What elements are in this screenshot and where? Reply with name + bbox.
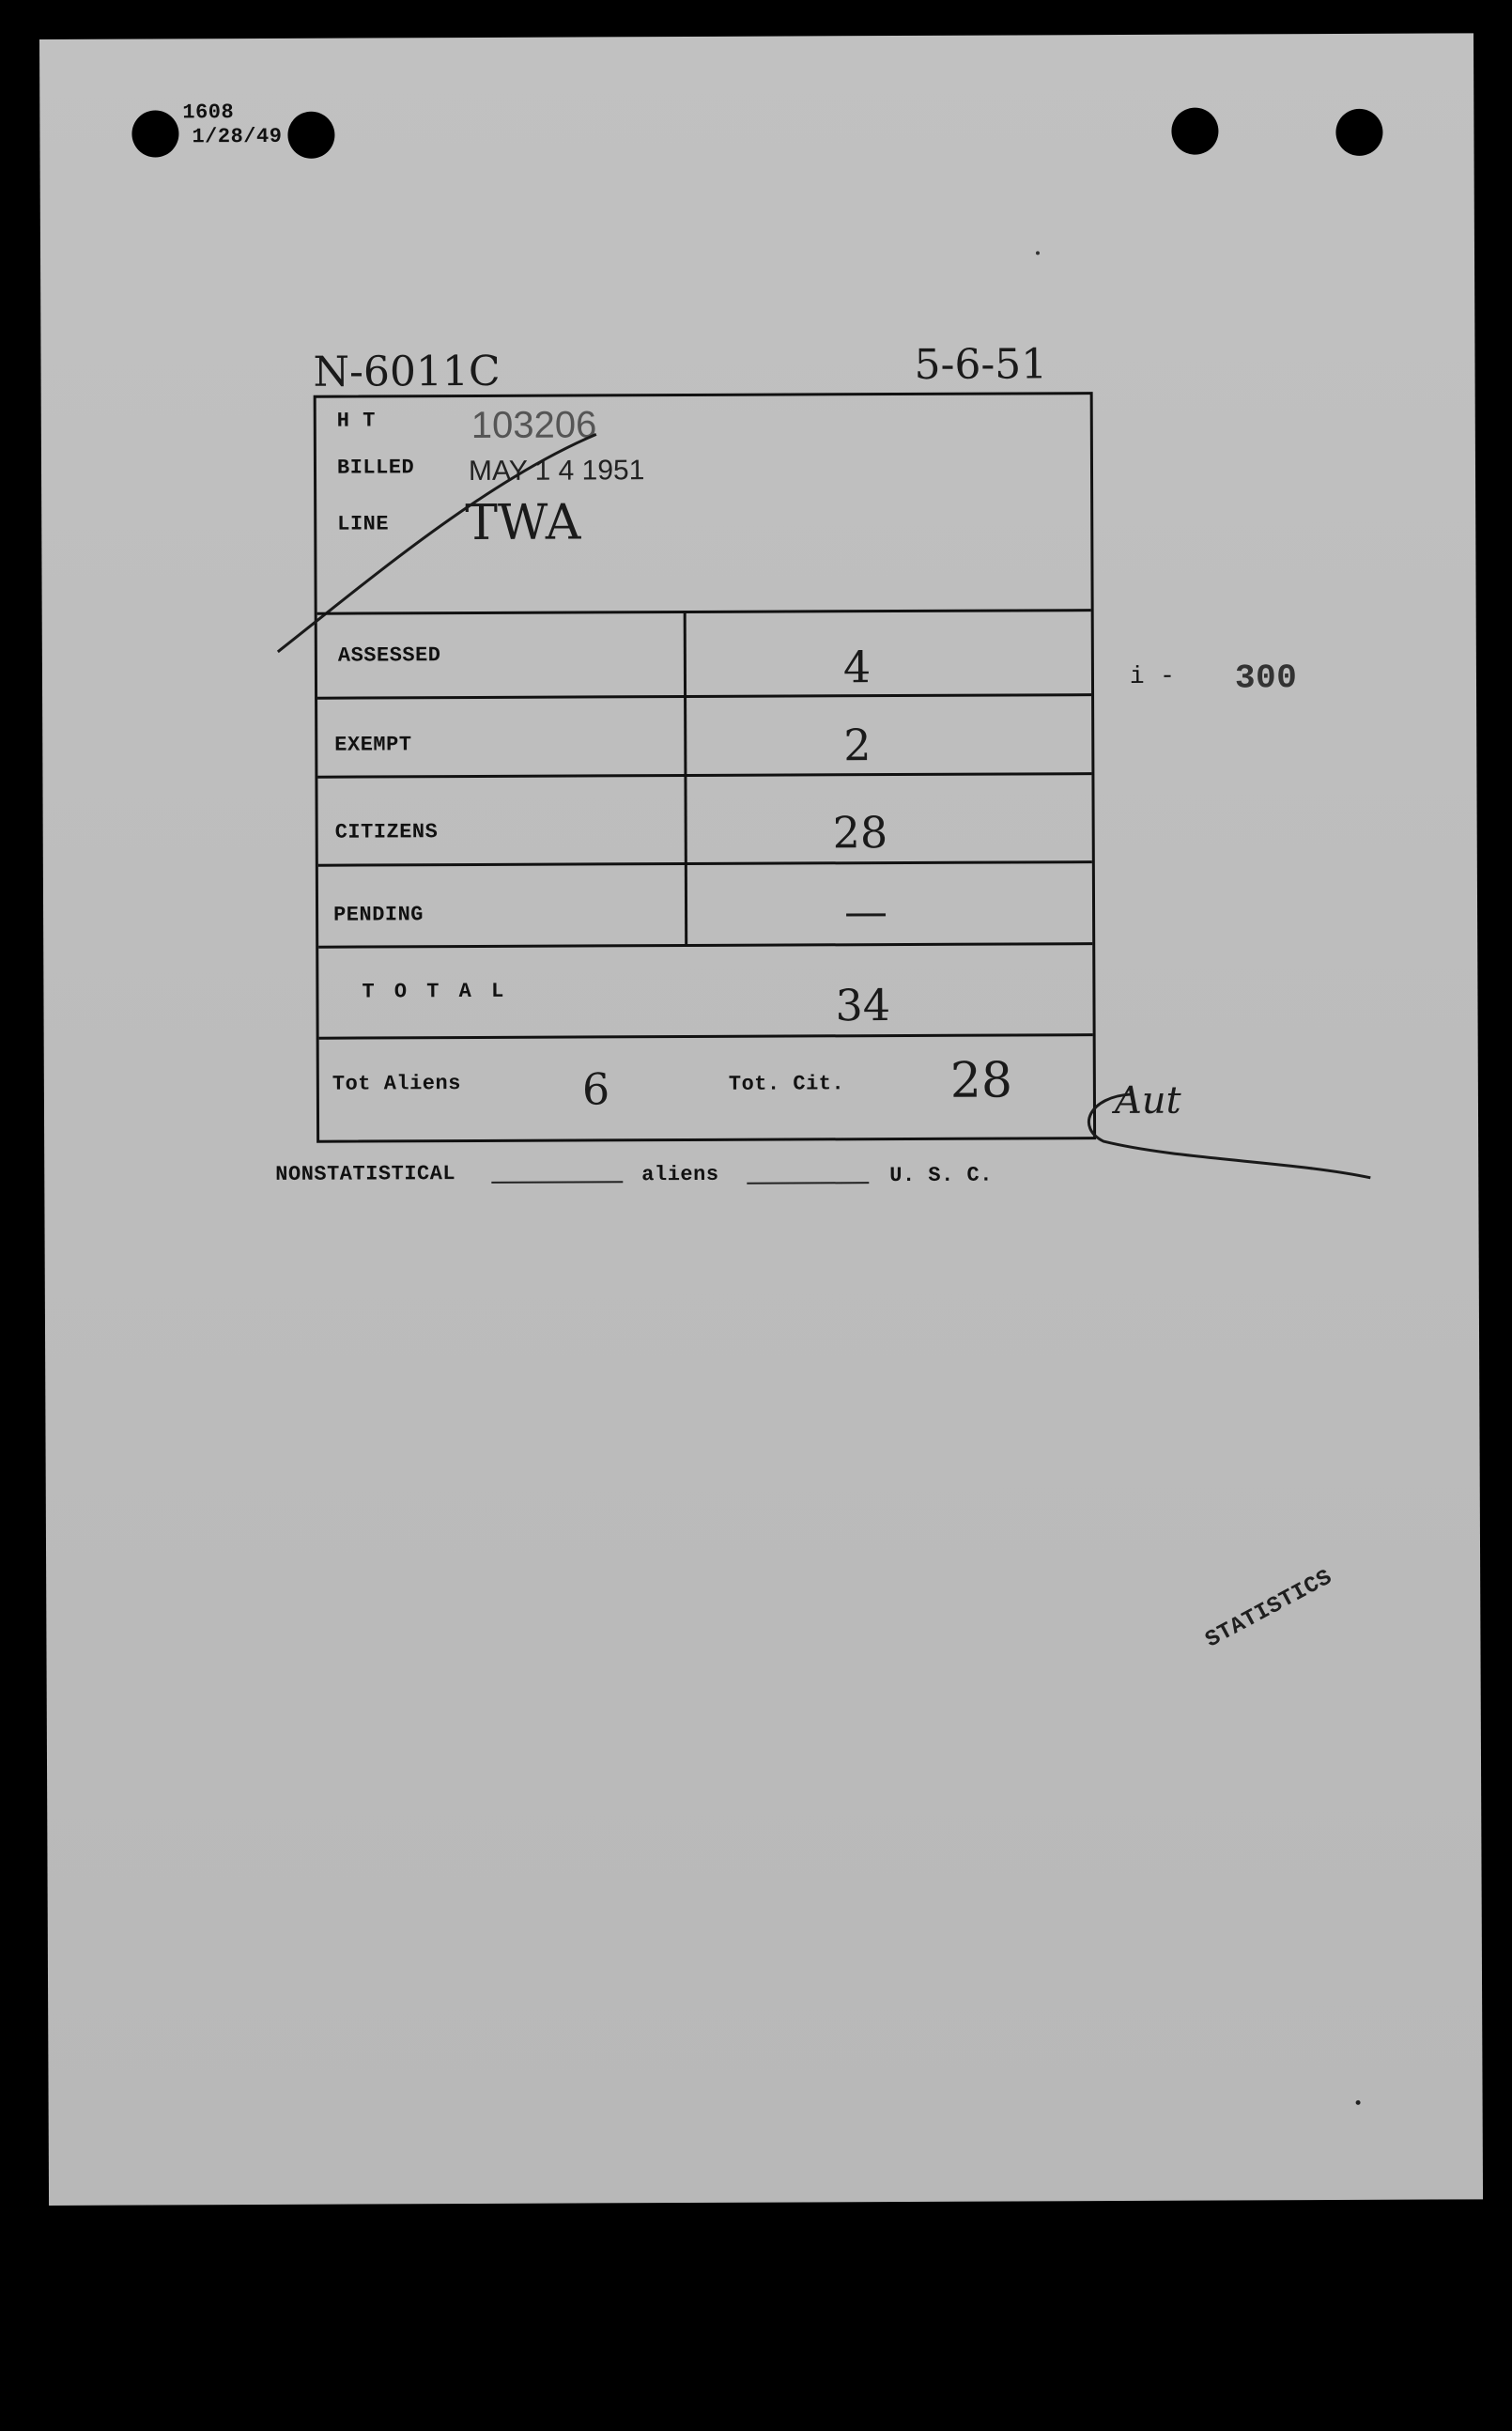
row-label-pending: PENDING	[333, 903, 424, 927]
tot-cit-label: Tot. Cit.	[728, 1072, 845, 1096]
tot-aliens-value: 6	[581, 1063, 610, 1115]
row-label-citizens: CITIZENS	[334, 820, 439, 844]
nonstat-label: NONSTATISTICAL	[275, 1162, 456, 1186]
row-value-assessed: 4	[842, 642, 872, 693]
ht-label: H T	[336, 409, 376, 433]
tot-aliens-label: Tot Aliens	[332, 1072, 461, 1096]
row-value-pending: —	[843, 886, 888, 937]
divider	[317, 772, 1091, 779]
line-label: LINE	[337, 512, 390, 536]
row-value-exempt: 2	[843, 720, 872, 771]
speck	[1036, 251, 1040, 255]
row-label-assessed: ASSESSED	[337, 643, 441, 668]
strike-line	[277, 396, 654, 661]
punch-hole	[287, 112, 334, 159]
nonstat-usc: U. S. C.	[889, 1163, 993, 1188]
divider	[318, 860, 1092, 867]
total-value: 34	[835, 980, 891, 1031]
initials-mark	[1075, 1075, 1377, 1188]
blank-line	[491, 1181, 623, 1184]
billed-date-stamp: MAY 1 4 1951	[468, 455, 645, 488]
divider	[319, 1033, 1093, 1040]
document-page	[39, 33, 1483, 2206]
column-divider	[684, 611, 688, 944]
corner-note-line2: 1/28/49	[192, 124, 283, 149]
manifest-number: N-6011C	[313, 347, 501, 396]
ht-number: 103206	[471, 404, 597, 446]
punch-hole	[1171, 108, 1218, 155]
corner-note-line1: 1608	[182, 101, 235, 125]
speck	[1356, 2100, 1361, 2105]
blank-line	[747, 1182, 869, 1185]
margin-note-prefix: i -	[1129, 661, 1176, 690]
margin-note-value: 300	[1234, 658, 1298, 698]
header-date: 5-6-51	[914, 340, 1048, 389]
row-label-exempt: EXEMPT	[334, 733, 412, 757]
nonstat-aliens: aliens	[641, 1162, 719, 1187]
divider	[318, 942, 1092, 949]
punch-hole	[1335, 109, 1382, 156]
initials-text: Aut	[1114, 1078, 1181, 1123]
punch-hole	[131, 110, 178, 157]
billed-label: BILLED	[336, 456, 415, 480]
row-value-citizens: 28	[832, 807, 888, 859]
statistics-form	[314, 392, 1096, 1143]
divider	[317, 693, 1091, 700]
tot-cit-value: 28	[949, 1052, 1013, 1109]
statistics-stamp: STATISTICS	[1201, 1565, 1337, 1654]
airline-code: TWA	[465, 494, 581, 552]
total-label: T O T A L	[362, 979, 508, 1004]
